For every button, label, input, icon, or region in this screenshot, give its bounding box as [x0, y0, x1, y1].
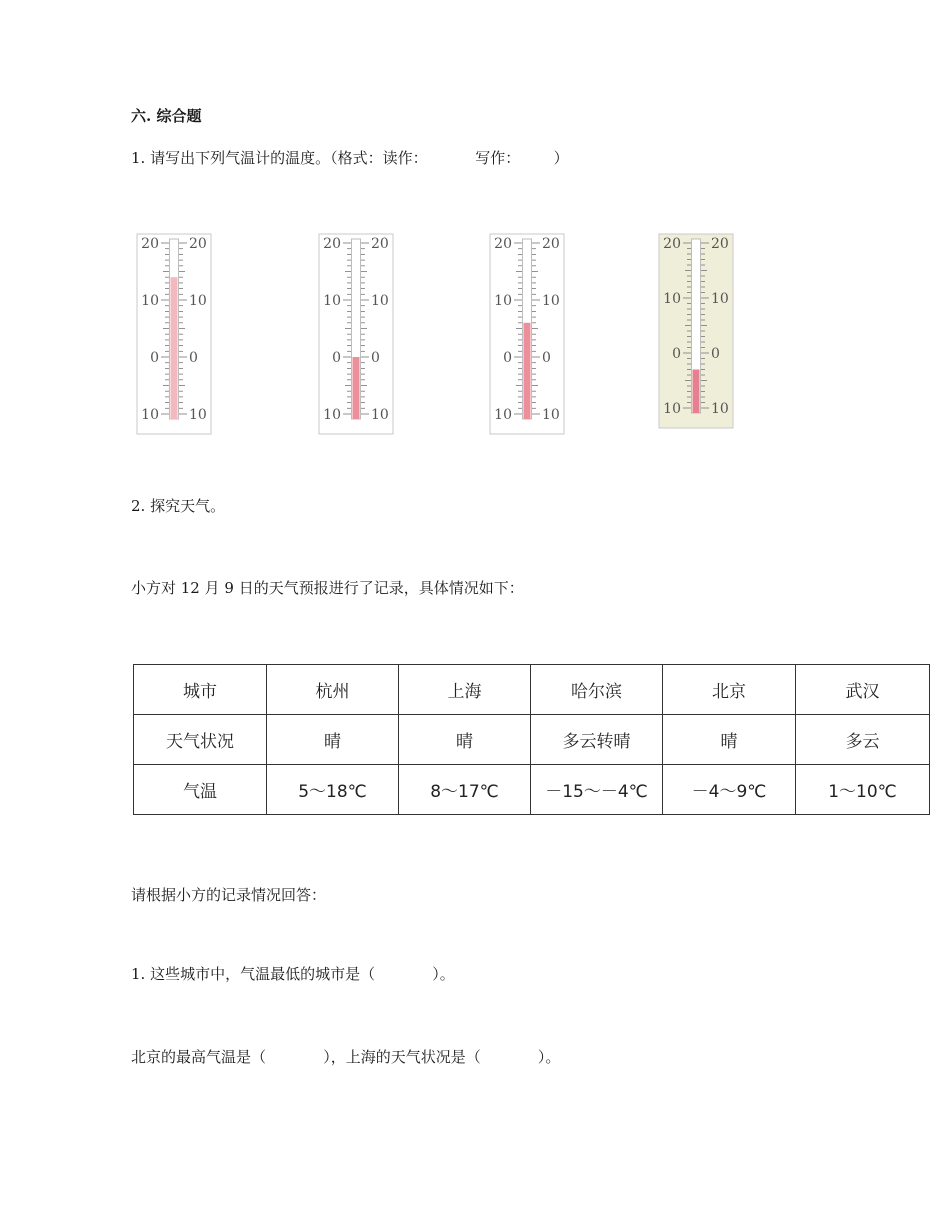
sub-question-2: 北京的最高气温是（ ），上海的天气状况是（ ）。 [131, 1048, 561, 1066]
table-cell: 晴 [399, 715, 531, 765]
scale-label-right: 20 [189, 236, 207, 252]
thermometer-2 [318, 233, 394, 435]
thermometer-liquid [524, 323, 531, 419]
table-cell: 气温 [134, 765, 267, 815]
scale-label-right: 10 [371, 293, 389, 309]
table-cell: －4～9℃ [663, 765, 796, 815]
scale-label-right: 10 [189, 293, 207, 309]
scale-label-right: 10 [542, 293, 560, 309]
scale-label-right: 0 [371, 350, 380, 366]
question-2-prompt: 请根据小方的记录情况回答： [131, 886, 327, 904]
table-row-temperature [134, 765, 930, 815]
scale-label-right: 10 [711, 291, 729, 307]
table-cell: 晴 [663, 715, 796, 765]
table-cell: 5～18℃ [267, 765, 399, 815]
thermometer-4 [658, 233, 734, 429]
scale-label-left: 10 [141, 407, 159, 423]
scale-label-right: 20 [542, 236, 560, 252]
scale-label-right: 20 [711, 236, 729, 252]
scale-label-right: 0 [189, 350, 198, 366]
scale-label-right: 20 [371, 236, 389, 252]
thermometer-liquid [171, 277, 178, 419]
scale-label-left: 10 [494, 293, 512, 309]
thermometer-1 [136, 233, 212, 435]
scale-label-right: 0 [711, 346, 720, 362]
table-cell: 1～10℃ [796, 765, 930, 815]
question-1-text: 1. 请写出下列气温计的温度。（格式：读作： 写作： ） [131, 149, 569, 167]
sub-question-1: 1. 这些城市中，气温最低的城市是（ ）。 [131, 965, 455, 983]
scale-label-left: 0 [150, 350, 159, 366]
weather-table-wrapper [133, 664, 897, 817]
scale-label-left: 0 [332, 350, 341, 366]
table-row-weather [134, 715, 930, 765]
table-cell: 多云 [796, 715, 930, 765]
table-cell: 杭州 [267, 665, 399, 715]
table-cell: 8～17℃ [399, 765, 531, 815]
scale-label-right: 10 [189, 407, 207, 423]
table-cell: 天气状况 [134, 715, 267, 765]
scale-label-left: 20 [323, 236, 341, 252]
scale-label-left: 10 [494, 407, 512, 423]
scale-label-right: 10 [542, 407, 560, 423]
table-row-city [134, 665, 930, 715]
scale-label-left: 0 [672, 346, 681, 362]
scale-label-left: 10 [663, 291, 681, 307]
table-cell: 城市 [134, 665, 267, 715]
scale-label-left: 20 [494, 236, 512, 252]
question-2-intro: 小方对 12 月 9 日的天气预报进行了记录，具体情况如下： [131, 579, 524, 597]
table-cell: 晴 [267, 715, 399, 765]
scale-label-left: 10 [141, 293, 159, 309]
scale-label-left: 10 [323, 293, 341, 309]
scale-label-left: 10 [323, 407, 341, 423]
scale-label-left: 20 [663, 236, 681, 252]
table-cell: 上海 [399, 665, 531, 715]
section-title: 六. 综合题 [131, 107, 202, 125]
thermometer-liquid [693, 370, 700, 414]
table-cell: 武汉 [796, 665, 930, 715]
table-cell: 哈尔滨 [531, 665, 663, 715]
scale-label-right: 10 [711, 401, 729, 417]
scale-label-left: 10 [663, 401, 681, 417]
scale-label-left: 0 [503, 350, 512, 366]
question-2-title: 2. 探究天气。 [131, 497, 226, 515]
table-cell: 多云转晴 [531, 715, 663, 765]
table-cell: 北京 [663, 665, 796, 715]
thermometer-3 [489, 233, 565, 435]
table-cell: －15～－4℃ [531, 765, 663, 815]
scale-label-right: 0 [542, 350, 551, 366]
thermometer-liquid [353, 357, 360, 419]
scale-label-left: 20 [141, 236, 159, 252]
weather-table [133, 664, 930, 815]
scale-label-right: 10 [371, 407, 389, 423]
